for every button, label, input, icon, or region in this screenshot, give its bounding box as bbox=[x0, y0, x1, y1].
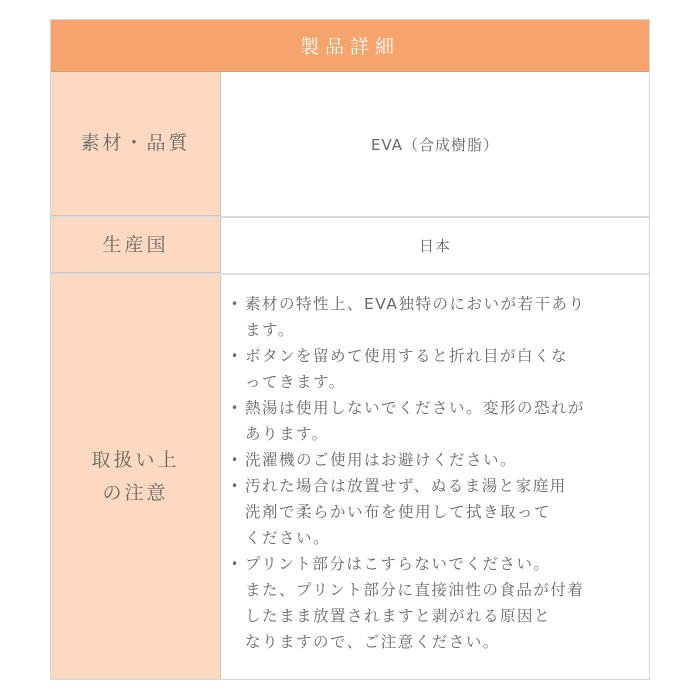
bullet-icon: • bbox=[231, 349, 240, 363]
note-line: 汚れた場合は放置せず、ぬるま湯と家庭用 bbox=[245, 477, 567, 495]
list-item bbox=[231, 447, 637, 473]
row-label-handling-line1: 取扱い上 bbox=[91, 449, 180, 471]
note-line: ください。 bbox=[245, 529, 331, 547]
list-item bbox=[231, 291, 637, 343]
table-row-handling bbox=[51, 275, 649, 679]
bullet-icon: • bbox=[231, 401, 240, 415]
bullet-icon: • bbox=[231, 297, 240, 311]
note-line: したまま放置されますと剥がれる原因と bbox=[245, 607, 552, 625]
note-line: 熱湯は使用しないでください。変形の恐れが bbox=[245, 399, 586, 417]
handling-notes-list bbox=[221, 275, 649, 679]
list-item bbox=[231, 473, 637, 551]
note-line: 素材の特性上、EVA独特のにおいが若干あり bbox=[245, 295, 586, 313]
table-row-country bbox=[51, 218, 649, 275]
note-line: ボタンを留めて使用すると折れ目が白くな bbox=[245, 347, 569, 365]
note-line: ってきます。 bbox=[245, 373, 346, 391]
row-label-material: 素材・品質 bbox=[51, 72, 221, 216]
product-details-table bbox=[50, 19, 650, 680]
table-title: 製品詳細 bbox=[51, 20, 649, 72]
list-item bbox=[231, 343, 637, 395]
table-row-material bbox=[51, 72, 649, 218]
row-label-handling-line2: の注意 bbox=[102, 482, 169, 504]
note-line: また、プリント部分に直接油性の食品が付着 bbox=[245, 581, 585, 599]
note-line: あります。 bbox=[245, 425, 329, 443]
note-line: 洗濯機のご使用はお避けください。 bbox=[245, 451, 518, 469]
bullet-icon: • bbox=[231, 479, 240, 493]
row-value-country: 日本 bbox=[418, 237, 451, 255]
note-line: プリント部分はこすらないでください。 bbox=[245, 555, 551, 573]
note-line: なりますので、ご注意ください。 bbox=[245, 633, 500, 651]
row-label-country: 生産国 bbox=[51, 218, 221, 273]
note-line: 洗剤で柔らかい布を使用して拭き取って bbox=[245, 503, 552, 521]
list-item bbox=[231, 551, 637, 655]
bullet-icon: • bbox=[231, 557, 240, 571]
note-line: ます。 bbox=[245, 321, 295, 339]
row-value-material: EVA（合成樹脂） bbox=[370, 135, 500, 154]
bullet-icon: • bbox=[231, 453, 240, 467]
list-item bbox=[231, 395, 637, 447]
row-label-handling bbox=[51, 275, 221, 679]
